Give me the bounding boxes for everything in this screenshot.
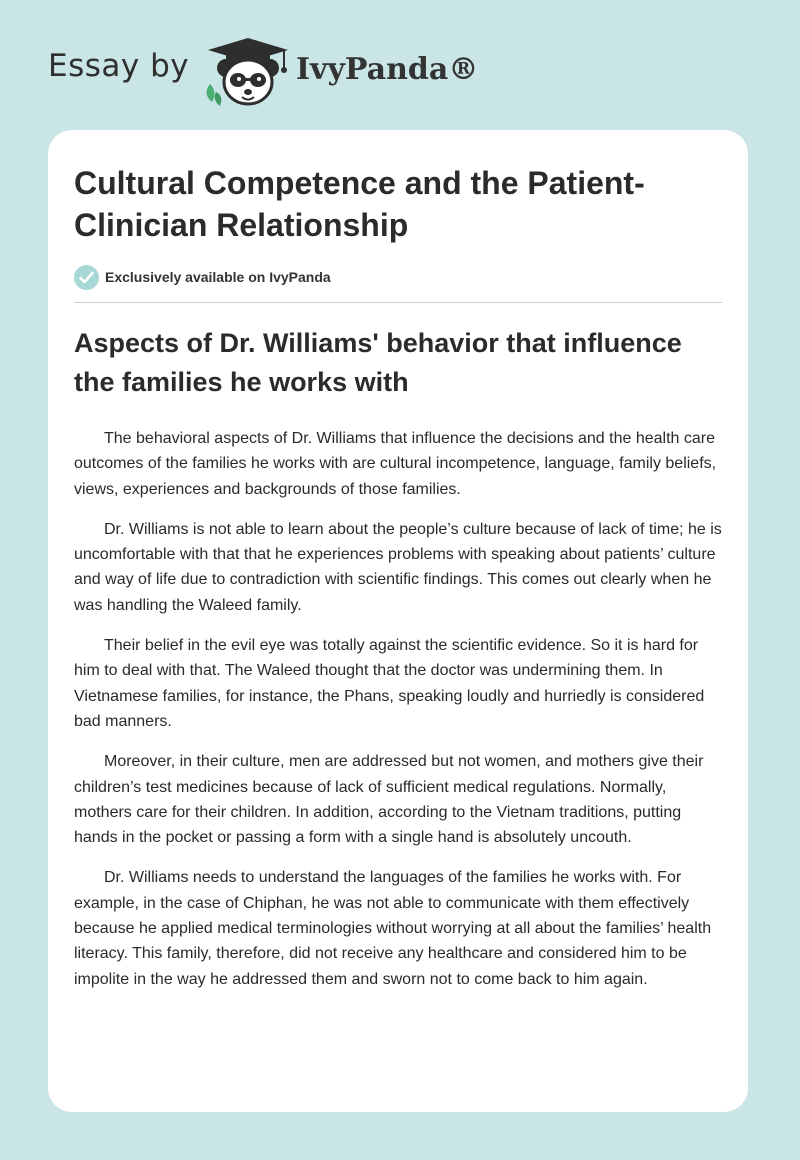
divider [74, 302, 722, 303]
paragraph: The behavioral aspects of Dr. Williams that influence the decisions and the health care outcomes of the families he works with are cultural incompetence, language, family beliefs, views, experiences and backgrounds of those families. [74, 430, 717, 498]
article-card [48, 130, 748, 1112]
panda-graduation-cap-icon[interactable] [202, 36, 294, 108]
brand-name[interactable]: IvyPanda® [296, 52, 479, 87]
paragraph: Moreover, in their culture, men are addressed but not women, and mothers give their children’s test medicines because of lack of sufficient medical regulations. Normally, mothers care for their children. In addition, according to the Vietnam traditions, putting hands in the pocket or passing a form with a single hand is absolutely uncouth. [74, 753, 704, 847]
article-title: Cultural Competence and the Patient-Clinician Relationship [74, 165, 645, 243]
article-body [74, 426, 726, 1007]
paragraph: Their belief in the evil eye was totally against the scientific evidence. So it is hard for him to deal with that. The Waleed thought that the doctor was undermining them. In Vietnamese families, for instance, the Phans, speaking loudly and hurriedly is considered bad manners. [74, 637, 705, 730]
badge-text: Exclusively available on IvyPanda [105, 269, 331, 285]
section-heading: Aspects of Dr. Williams' behavior that influence the families he works with [74, 328, 682, 397]
check-circle-icon [74, 265, 99, 290]
site-header [0, 0, 800, 130]
essay-by-label: Essay by [48, 48, 190, 84]
paragraph: Dr. Williams needs to understand the languages of the families he works with. For example, in the case of Chiphan, he was not able to communicate with them effectively because he applied medical terminologies without worrying at all about the families’ health literacy. This family, therefore, did not receive any healthcare and considered him to be impolite in the way he addressed them and sworn not to come back to him again. [74, 869, 712, 988]
paragraph: Dr. Williams is not able to learn about the people’s culture because of lack of time; he is uncomfortable with that that he experiences problems with speaking about patients’ culture and way of life due to contradiction with scientific findings. This comes out clearly when he was handling the Waleed family. [74, 520, 722, 614]
exclusive-badge [74, 264, 331, 290]
